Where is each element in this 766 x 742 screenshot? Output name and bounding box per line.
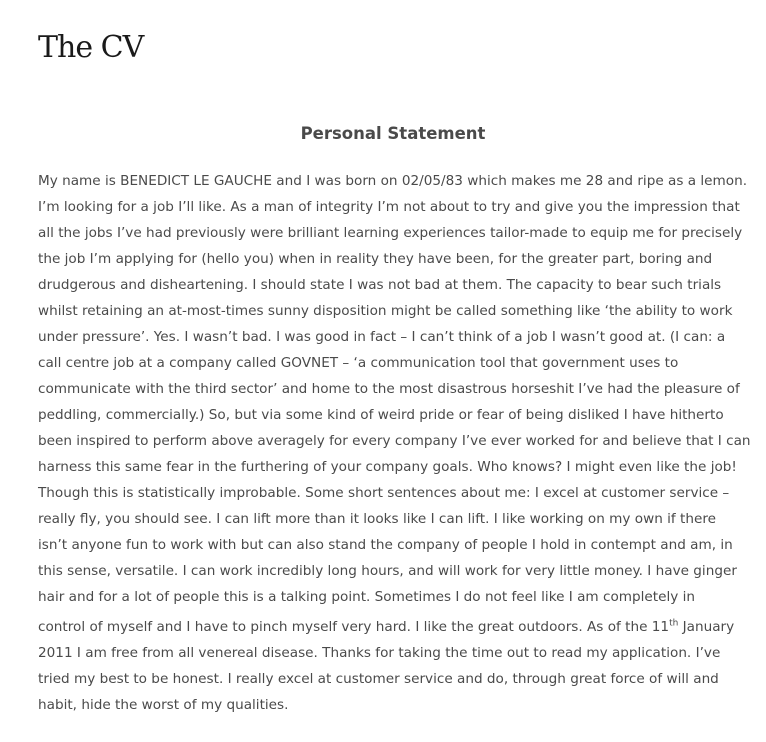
page-title: The CV — [38, 30, 144, 65]
ordinal-suffix: th — [669, 618, 679, 629]
statement-line: been inspired to perform above averagely for every company I’ve ever worked for and believe that I can — [38, 433, 751, 449]
statement-line-with-date — [38, 610, 758, 640]
statement-line: all the jobs I’ve had previously were brilliant learning experiences tailor-made to equip me for precisely — [38, 225, 743, 241]
statement-line: isn’t anyone fun to work with but can also stand the company of people I hold in contempt and am, in — [38, 537, 733, 553]
statement-line: whilst retaining an at-most-times sunny disposition might be called something like ‘the ability to work — [38, 303, 733, 319]
statement-line: 2011 I am free from all venereal disease. Thanks for taking the time out to read my application. I’ve — [38, 645, 721, 661]
statement-line: hair and for a lot of people this is a talking point. Sometimes I do not feel like I am completely in — [38, 589, 696, 605]
personal-statement-body — [38, 168, 758, 718]
statement-line: habit, hide the worst of my qualities. — [38, 697, 289, 713]
date-line-month: January — [678, 619, 735, 635]
statement-line: this sense, versatile. I can work incredibly long hours, and will work for very little money. I have ginger — [38, 563, 737, 579]
statement-line: I’m looking for a job I’ll like. As a man of integrity I’m not about to try and give you the impression that — [38, 199, 740, 215]
statement-line: under pressure’. Yes. I wasn’t bad. I was good in fact – I can’t think of a job I wasn’t good at. (I can: a — [38, 329, 726, 345]
statement-line: My name is BENEDICT LE GAUCHE and I was born on 02/05/83 which makes me 28 and ripe as a lemon. — [38, 173, 748, 189]
statement-line: peddling, commercially.) So, but via some kind of weird pride or fear of being disliked I have hitherto — [38, 407, 724, 423]
statement-line: the job I’m applying for (hello you) when in reality they have been, for the greater part, boring and — [38, 251, 713, 267]
date-line-text: control of myself and I have to pinch myself very hard. I like the great outdoors. As of the 11 — [38, 619, 670, 635]
statement-line: drudgerous and disheartening. I should state I was not bad at them. The capacity to bear such trials — [38, 277, 722, 293]
statement-line: harness this same fear in the furthering of your company goals. Who knows? I might even like the job! — [38, 459, 737, 475]
section-heading: Personal Statement — [300, 124, 486, 143]
statement-line: really fly, you should see. I can lift more than it looks like I can lift. I like working on my own if there — [38, 511, 716, 527]
statement-line: Though this is statistically improbable. Some short sentences about me: I excel at customer service – — [38, 485, 730, 501]
statement-line: call centre job at a company called GOVNET – ‘a communication tool that government uses to — [38, 355, 679, 371]
statement-line: communicate with the third sector’ and home to the most disastrous horseshit I’ve had the pleasure of — [38, 381, 740, 397]
statement-line: tried my best to be honest. I really excel at customer service and do, through great force of will and — [38, 671, 719, 687]
